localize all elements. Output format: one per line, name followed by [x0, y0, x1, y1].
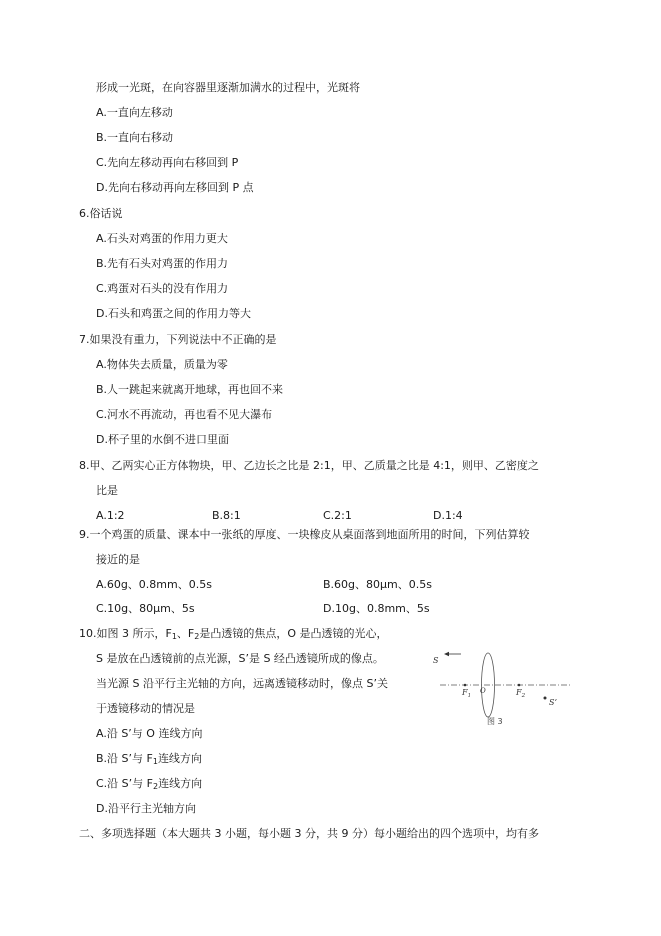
figure-caption: 图 3: [487, 717, 503, 726]
q5-option-d: D.先向右移动再向左移回到 P 点: [96, 181, 254, 194]
q8-option-d: D.1:4: [433, 509, 463, 522]
q10-stem-line3: 当光源 S 沿平行主光轴的方向，远离透镜移动时，像点 S’关: [96, 677, 388, 690]
q8-stem-line2: 比是: [96, 484, 118, 497]
q5-stem-continuation: 形成一光斑，在向容器里逐渐加满水的过程中，光斑将: [96, 81, 360, 94]
q10-option-b: B.沿 S’与 $F_1$连线方向: [96, 752, 202, 766]
q10-option-c: C.沿 S’与 $F_2$连线方向: [96, 777, 203, 791]
q8-option-c: C.2:1: [323, 509, 352, 522]
q9-option-a: A.60g、0.8mm、0.5s: [96, 578, 212, 591]
q8-option-b: B.8:1: [212, 509, 241, 522]
optical-center-o-label: O: [480, 687, 486, 695]
focus-f2-label: $F_2$: [516, 688, 526, 699]
q7-stem: 7.如果没有重力，下列说法中不正确的是: [79, 333, 277, 346]
q6-option-b: B.先有石头对鸡蛋的作用力: [96, 257, 229, 270]
q7-option-c: C.河水不再流动，再也看不见大瀑布: [96, 408, 273, 421]
focus-f1-label: $F_1$: [462, 688, 472, 699]
q9-stem-line1: 9.一个鸡蛋的质量、课本中一张纸的厚度、一块橡皮从桌面落到地面所用的时间，下列估算较: [79, 528, 530, 541]
q9-stem-line2: 接近的是: [96, 553, 140, 566]
q9-option-d: D.10g、0.8mm、5s: [323, 602, 430, 615]
section-2-heading: 二、多项选择题（本大题共 3 小题，每小题 3 分，共 9 分）每小题给出的四个选项中，均有多: [79, 827, 539, 840]
image-s-prime-label: S’: [549, 698, 558, 707]
source-s-label: S: [433, 656, 439, 665]
q9-option-b: B.60g、80μm、0.5s: [323, 578, 432, 591]
q9-option-c: C.10g、80μm、5s: [96, 602, 195, 615]
focus-f2-point: [518, 684, 521, 687]
q7-option-a: A.物体失去质量，质量为零: [96, 358, 228, 371]
q10-option-a: A.沿 S’与 O 连线方向: [96, 727, 203, 740]
q6-option-c: C.鸡蛋对石头的没有作用力: [96, 282, 229, 295]
q5-option-b: B.一直向右移动: [96, 131, 174, 144]
q10-option-d: D.沿平行主光轴方向: [96, 802, 196, 815]
q10-stem-line2: S 是放在凸透镜前的点光源，S’是 S 经凸透镜所成的像点。: [96, 652, 384, 665]
q6-option-a: A.石头对鸡蛋的作用力更大: [96, 232, 228, 245]
image-point-s-prime: [544, 697, 547, 700]
figure-3-convex-lens-diagram: [428, 648, 573, 728]
q7-option-d: D.杯子里的水倒不进口里面: [96, 433, 229, 446]
q6-option-d: D.石头和鸡蛋之间的作用力等大: [96, 307, 251, 320]
q8-option-a: A.1:2: [96, 509, 125, 522]
q5-option-a: A.一直向左移动: [96, 106, 173, 119]
q5-option-c: C.先向左移动再向右移回到 P: [96, 156, 239, 169]
q10-stem-line1: 10.如图 3 所示，$F_1$、$F_2$是凸透镜的焦点，O 是凸透镜的光心，: [79, 627, 388, 641]
q10-stem-line4: 于透镜移动的情况是: [96, 702, 195, 715]
q7-option-b: B.人一跳起来就离开地球，再也回不来: [96, 383, 284, 396]
focus-f1-point: [464, 684, 467, 687]
source-motion-arrowhead-icon: [444, 652, 449, 656]
q6-stem: 6.俗话说: [79, 207, 123, 220]
q8-stem-line1: 8.甲、乙两实心正方体物块，甲、乙边长之比是 2:1，甲、乙质量之比是 4:1，则甲、乙密度之: [79, 459, 539, 472]
